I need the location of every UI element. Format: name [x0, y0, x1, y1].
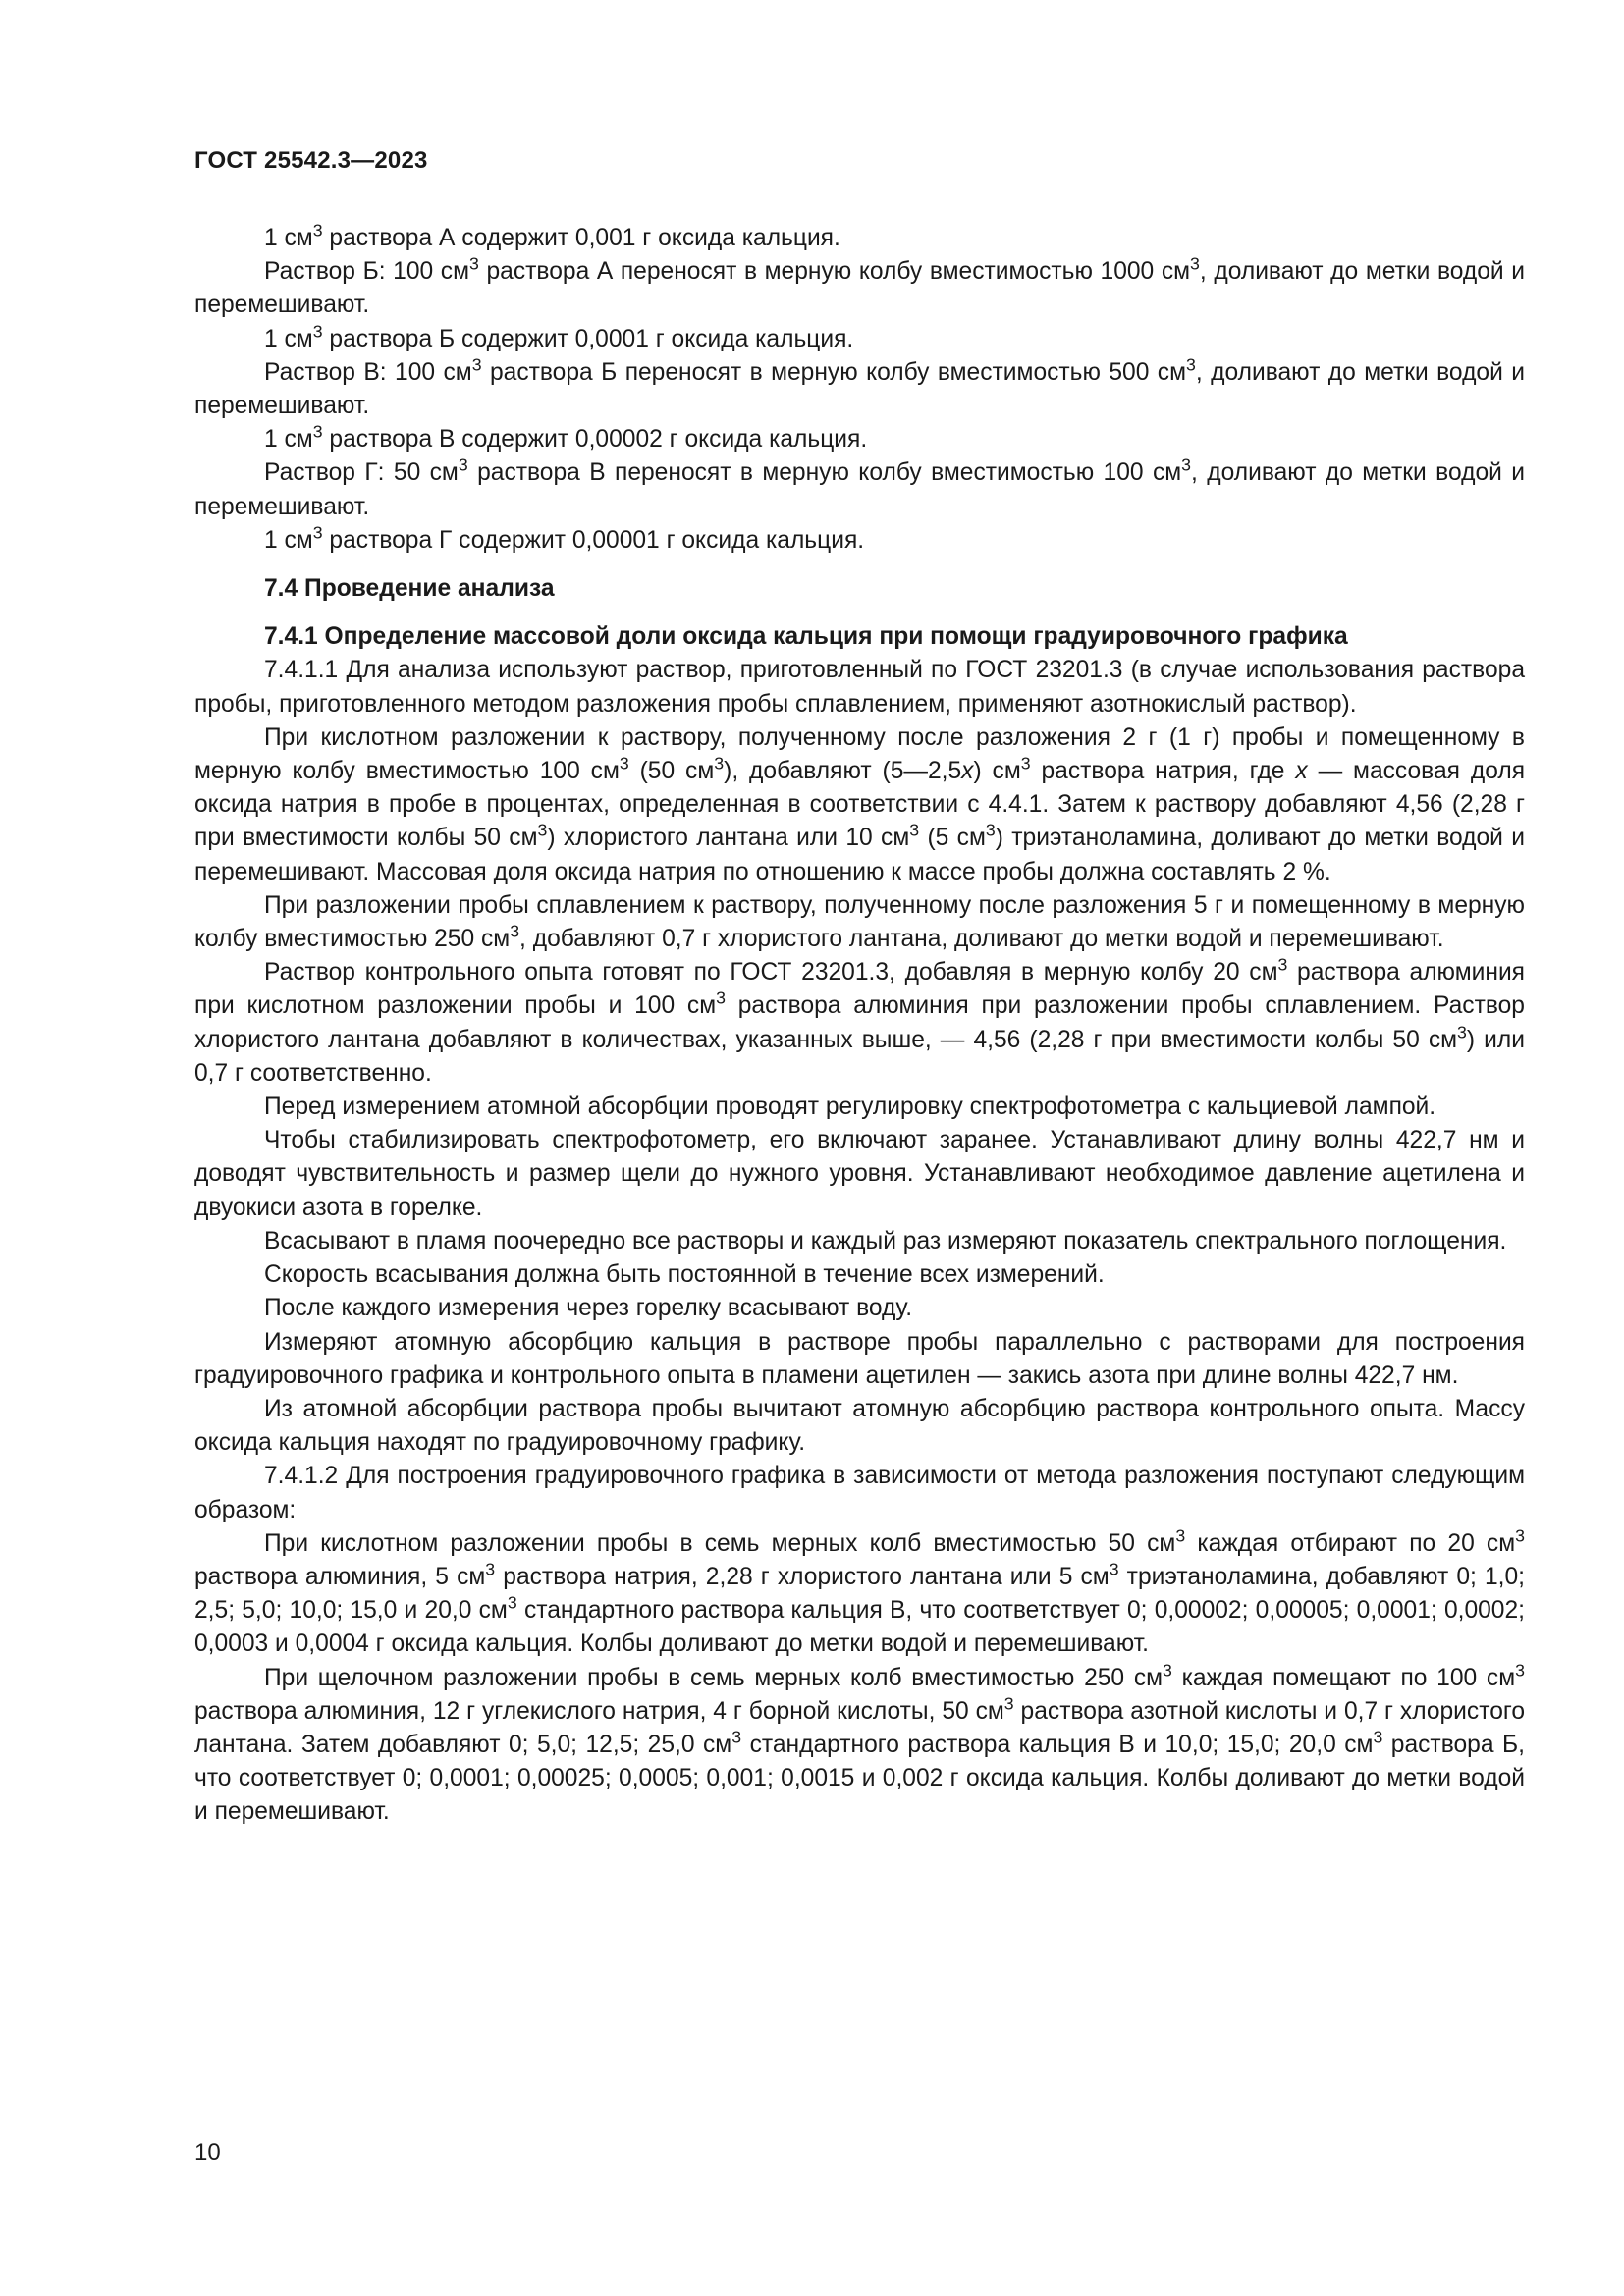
paragraph: Чтобы стабилизировать спектрофотометр, его включают заранее. Устанавливают длину волны 422,7 нм и доводят чувствительность и размер щели до нужного уровня. Устанавливают необходимое давление ацетилена и двуокиси азота в горелке.	[194, 1127, 1525, 1221]
paragraph: Измеряют атомную абсорбцию кальция в растворе пробы параллельно с растворами для построения градуировочного графика и контрольного опыта в пламени ацетилен — закись азота при длине волны 422,7 нм.	[194, 1328, 1525, 1389]
paragraph: Всасывают в пламя поочередно все растворы и каждый раз измеряют показатель спектрального поглощения.	[264, 1227, 1507, 1255]
paragraph: При кислотном разложении пробы в семь мерных колб вместимостью 50 $см^3$ каждая отбирают по 20 $см^3$ раствора алюминия, 5 $см^3$ раствора натрия, 2,28 г хлористого лантана или 5 $см^3$ триэтаноламина, добавляют 0; 1,0; 2,5; 5,0; 10,0; 15,0 и 20,0 $см^3$ стандартного раствора кальция В, что соответствует 0; 0,00002; 0,00005; 0,0001; 0,0002; 0,0003 и 0,0004 г оксида кальция. Колбы доливают до метки водой и перемешивают.	[194, 1524, 1525, 1658]
paragraph: Перед измерением атомной абсорбции проводят регулировку спектрофотометра с кальциевой лампой.	[264, 1094, 1436, 1121]
paragraph: После каждого измерения через горелку всасывают воду.	[264, 1295, 913, 1322]
subsection-heading: 7.4.1 Определение массовой доли оксида кальция при помощи градуировочного графика	[264, 623, 1348, 651]
spacer	[194, 606, 1525, 620]
paragraph: При щелочном разложении пробы в семь мерных колб вместимостью 250 $см^3$ каждая помещают по 100 $см^3$ раствора алюминия, 12 г углекислого натрия, 4 г борной кислоты, 50 $см^3$ раствора азотной кислоты и 0,7 г хлористого лантана. Затем добавляют 0; 5,0; 12,5; 25,0 $см^3$ стандартного раствора кальция В и 10,0; 15,0; 20,0 $см^3$ раствора Б, что соответствует 0; 0,0001; 0,00025; 0,0005; 0,001; 0,0015 и 0,002 г оксида кальция. Колбы доливают до метки водой и перемешивают.	[194, 1659, 1525, 1826]
spacer	[194, 558, 1525, 572]
paragraph: При кислотном разложении к раствору, полученному после разложения 2 г (1 г) пробы и помещенному в мерную колбу вместимостью 100 $см^3$ (50 $см^3$), добавляют (5—2,5х) $см^3$ раствора натрия, где х — массовая доля оксида натрия в пробе в процентах, определенная в соответствии с 4.4.1. Затем к раствору добавляют 4,56 (2,28 г при вместимости колбы 50 $см^3$) хлористого лантана или 10 $см^3$ (5 $см^3$) триэтаноламина, доливают до метки водой и перемешивают. Массовая доля оксида натрия по отношению к массе пробы должна составлять 2 %.	[194, 723, 1526, 885]
paragraph: Раствор Б: 100 $см^3$ раствора А переносят в мерную колбу вместимостью 1000 $см^3$, доливают до метки водой и перемешивают.	[194, 253, 1525, 319]
section-heading: 7.4 Проведение анализа	[264, 575, 555, 603]
paragraph: 1 $см^3$ раствора Б содержит 0,0001 г оксида кальция.	[264, 320, 854, 352]
paragraph: Раствор контрольного опыта готовят по ГОСТ 23201.3, добавляя в мерную колбу 20 $см^3$ раствора алюминия при кислотном разложении пробы и 100 $см^3$ раствора алюминия при разложении пробы сплавлением. Раствор хлористого лантана добавляют в количествах, указанных выше, — 4,56 (2,28 г при вместимости колбы 50 $см^3$) или 0,7 г соответственно.	[194, 954, 1526, 1087]
paragraph: 1 $см^3$ раствора А содержит 0,001 г оксида кальция.	[264, 220, 840, 251]
paragraph: При разложении пробы сплавлением к раствору, полученному после разложения 5 г и помещенному в мерную колбу вместимостью 250 $см^3$, добавляют 0,7 г хлористого лантана, доливают до метки водой и перемешивают.	[194, 891, 1525, 953]
paragraph: 1 $см^3$ раствора Г содержит 0,00001 г оксида кальция.	[264, 522, 865, 554]
paragraph: 7.4.1.2 Для построения градуировочного графика в зависимости от метода разложения поступают следующим образом:	[194, 1463, 1525, 1523]
paragraph: Раствор В: 100 $см^3$ раствора Б переносят в мерную колбу вместимостью 500 $см^3$, доливают до метки водой и перемешивают.	[194, 354, 1525, 420]
page-number: 10	[194, 2139, 221, 2165]
paragraph: Раствор Г: 50 $см^3$ раствора В переносят в мерную колбу вместимостью 100 $см^3$, доливают до метки водой и перемешивают.	[194, 454, 1526, 520]
paragraph: 7.4.1.1 Для анализа используют раствор, приготовленный по ГОСТ 23201.3 (в случае использования раствора пробы, приготовленного методом разложения пробы сплавлением, применяют азотнокислый раствор).	[194, 657, 1525, 718]
paragraph: Скорость всасывания должна быть постоянной в течение всех измерений.	[264, 1261, 1105, 1289]
paragraph: 1 $см^3$ раствора В содержит 0,00002 г оксида кальция.	[264, 421, 868, 454]
paragraph: Из атомной абсорбции раствора пробы вычитают атомную абсорбцию раствора контрольного опыта. Массу оксида кальция находят по градуировочному графику.	[194, 1395, 1525, 1457]
document-header: ГОСТ 25542.3—2023	[194, 147, 428, 174]
document-body	[194, 222, 1525, 1830]
